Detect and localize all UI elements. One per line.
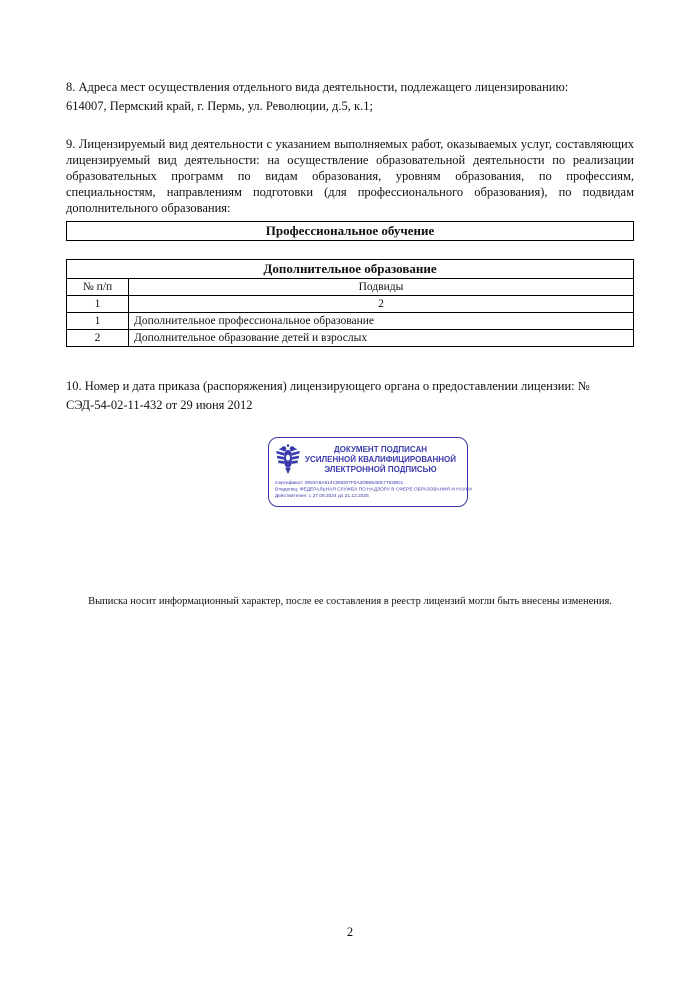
table-row bbox=[67, 222, 634, 241]
professional-training-title: Профессиональное обучение bbox=[67, 222, 634, 241]
paragraph-item-10: 10. Номер и дата приказа (распоряжения) лицензирующего органа о предоставлении лицензии: № СЭД-54-02-11-432 от 29 июня 2012 bbox=[66, 379, 590, 412]
column-header-num: № п/п bbox=[67, 279, 129, 296]
table-column-number-row bbox=[67, 296, 634, 313]
row-2-subtype: Дополнительное образование детей и взрослых bbox=[129, 330, 634, 347]
digital-signature-stamp bbox=[268, 437, 472, 507]
table-row bbox=[67, 330, 634, 347]
stamp-title-line-3: ЭЛЕКТРОННОЙ ПОДПИСЬЮ bbox=[324, 465, 437, 474]
row-1-subtype: Дополнительное профессиональное образование bbox=[129, 313, 634, 330]
double-headed-eagle-icon bbox=[275, 442, 301, 478]
item-8-address: 614007, Пермский край, г. Пермь, ул. Революции, д.5, к.1; bbox=[66, 99, 373, 113]
additional-education-title: Дополнительное образование bbox=[67, 260, 634, 279]
column-number-2: 2 bbox=[129, 296, 634, 313]
stamp-details bbox=[275, 479, 472, 499]
row-1-num: 1 bbox=[67, 313, 129, 330]
stamp-certificate-line: Сертификат: 0083A9A814CB9D67F0A2DB954EE7782BD1 bbox=[275, 479, 404, 485]
paragraph-item-9: 9. Лицензируемый вид деятельности с указанием выполняемых работ, оказываемых услуг, составляющих лицензируемый вид деятельности: на осуществление образовательной деятельности по реализации образовательных программ по видам образования, уровням образования, по профессиям, специальностям, направлениям подготовки (для профессионального образования), по подвидам дополнительного образования: bbox=[66, 137, 634, 215]
table-header-row bbox=[67, 279, 634, 296]
document-body bbox=[66, 0, 634, 415]
stamp-validity-line: Действителен: с 27.09.2024 до 21.12.2025 bbox=[275, 492, 369, 499]
row-2-num: 2 bbox=[67, 330, 129, 347]
stamp-title-line-2: УСИЛЕННОЙ КВАЛИФИЦИРОВАННОЙ bbox=[304, 455, 456, 464]
column-number-1: 1 bbox=[67, 296, 129, 313]
page-number: 2 bbox=[346, 925, 354, 939]
stamp-title bbox=[301, 442, 460, 475]
table-row bbox=[67, 313, 634, 330]
table-professional-training bbox=[66, 221, 634, 241]
table-title-row bbox=[67, 260, 634, 279]
stamp-owner-line: Владелец: ФЕДЕРАЛЬНАЯ СЛУЖБА ПО НАДЗОРУ В СФЕРЕ ОБРАЗОВАНИЯ И НАУКИ bbox=[275, 486, 472, 492]
footer-note: Выписка носит информационный характер, после ее составления в реестр лицензий могли быть внесены изменения. bbox=[88, 596, 612, 607]
item-8-heading: 8. Адреса мест осуществления отдельного вида деятельности, подлежащего лицензированию: bbox=[66, 80, 569, 94]
stamp-header bbox=[275, 442, 460, 478]
table-additional-education bbox=[66, 259, 634, 347]
stamp-title-line-1: ДОКУМЕНТ ПОДПИСАН bbox=[333, 445, 428, 454]
paragraph-item-8 bbox=[66, 78, 634, 116]
column-header-subtypes: Подвиды bbox=[129, 279, 634, 296]
